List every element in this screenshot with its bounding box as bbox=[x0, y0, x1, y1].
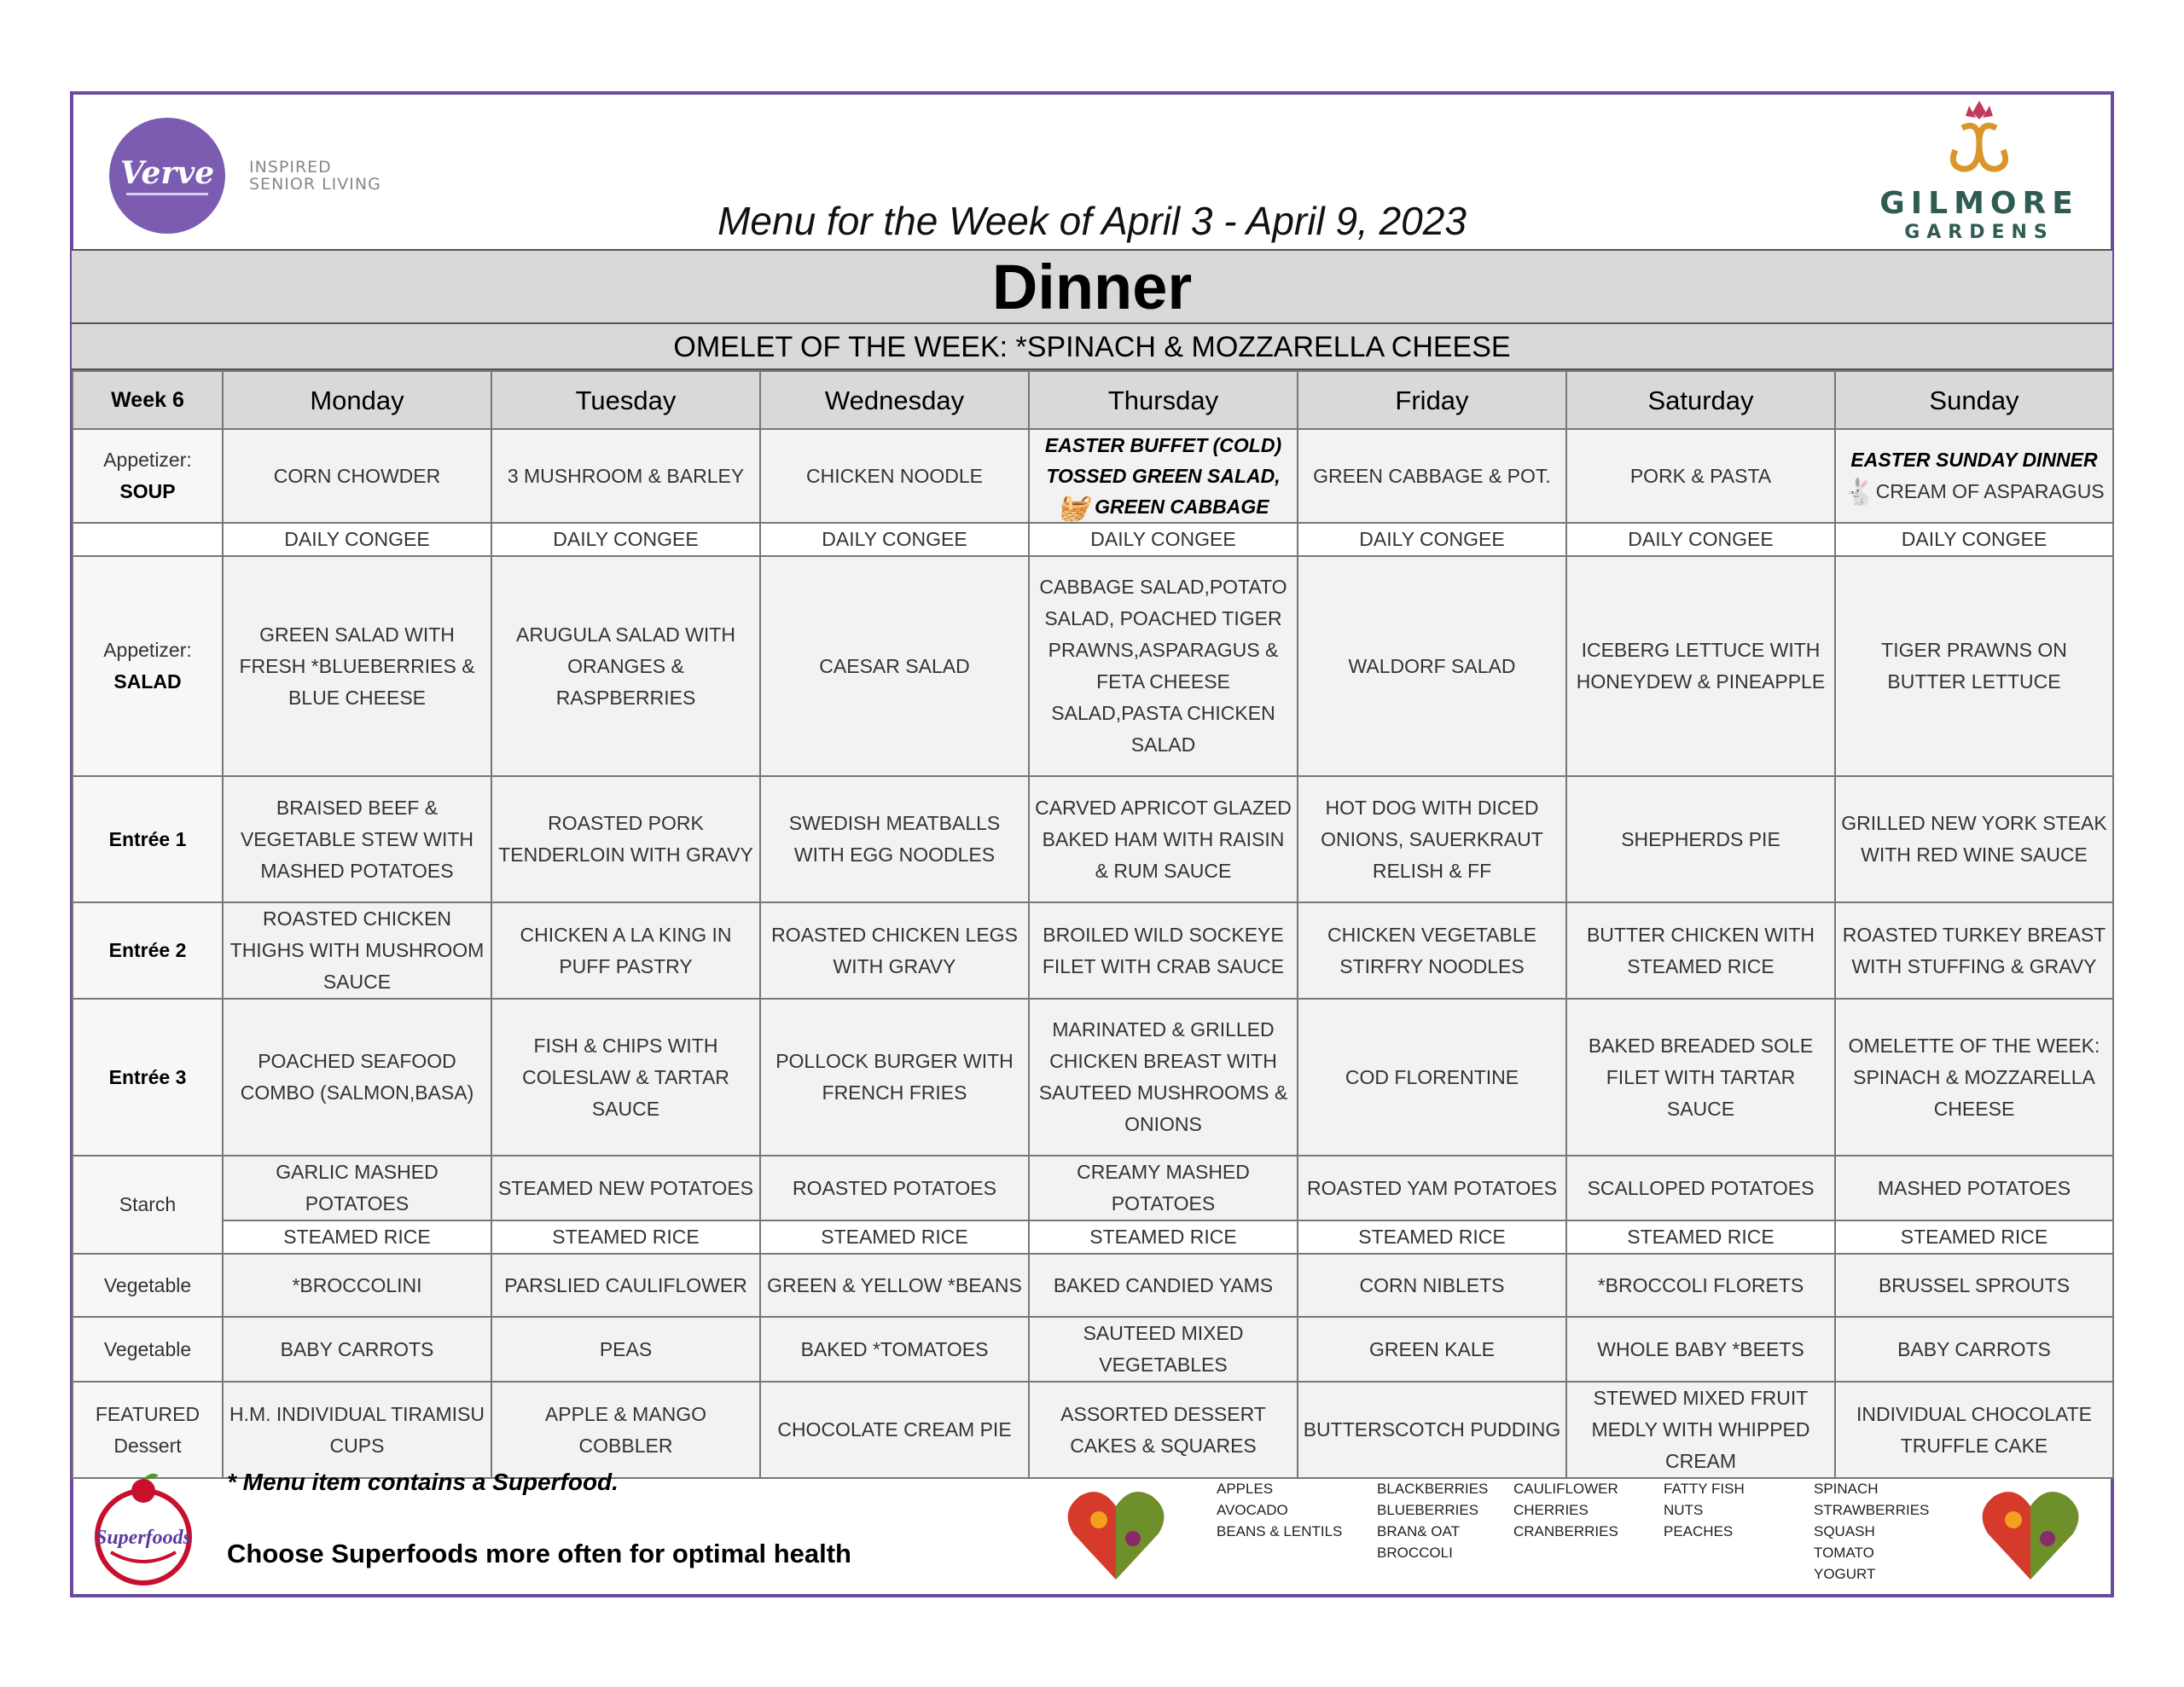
salad-row bbox=[73, 556, 2113, 776]
menu-cell: BRUSSEL SPROUTS bbox=[1835, 1254, 2113, 1317]
soup-label bbox=[73, 429, 223, 523]
menu-cell: 3 MUSHROOM & BARLEY bbox=[491, 429, 760, 523]
entree1-row bbox=[73, 776, 2113, 902]
menu-cell: DAILY CONGEE bbox=[491, 523, 760, 556]
easter-sunday-line: EASTER SUNDAY DINNER bbox=[1850, 449, 2098, 471]
menu-cell: BUTTERSCOTCH PUDDING bbox=[1298, 1382, 1566, 1478]
basket-icon: 🧺 bbox=[1057, 493, 1089, 522]
menu-cell: GREEN SALAD WITH FRESH *BLUEBERRIES & BLUE CHEESE bbox=[223, 556, 491, 776]
heart-fruit-icon bbox=[1065, 1486, 1167, 1585]
entree3-row bbox=[73, 999, 2113, 1156]
verve-tagline-2: SENIOR LIVING bbox=[249, 175, 381, 194]
superfoods-logo bbox=[85, 1470, 201, 1590]
superfood-note: * Menu item contains a Superfood. bbox=[227, 1469, 619, 1495]
menu-cell: FISH & CHIPS WITH COLESLAW & TARTAR SAUCE bbox=[491, 999, 760, 1156]
superfood-list-3 bbox=[1513, 1478, 1618, 1542]
soup-label-2: SOUP bbox=[119, 480, 176, 502]
gilmore-sub: GARDENS bbox=[1904, 222, 2054, 243]
menu-cell: CABBAGE SALAD,POTATO SALAD, POACHED TIGER PRAWNS,ASPARAGUS & FETA CHEESE SALAD,PASTA CHICKEN SALAD bbox=[1029, 556, 1298, 776]
menu-cell: *BROCCOLINI bbox=[223, 1254, 491, 1317]
day-tuesday: Tuesday bbox=[491, 371, 760, 429]
verve-logo-swoosh bbox=[126, 193, 208, 195]
menu-cell: BAKED CANDIED YAMS bbox=[1029, 1254, 1298, 1317]
menu-cell: BAKED BREADED SOLE FILET WITH TARTAR SAUCE bbox=[1566, 999, 1835, 1156]
superfood-item: BRAN& OAT bbox=[1377, 1523, 1460, 1539]
dessert-label-2: Dessert bbox=[113, 1434, 182, 1457]
heart-fruit-icon bbox=[1979, 1486, 2082, 1585]
superfood-item: FATTY FISH bbox=[1664, 1481, 1745, 1497]
superfood-item: STRAWBERRIES bbox=[1814, 1502, 1930, 1518]
menu-cell: CREAMY MASHED POTATOES bbox=[1029, 1156, 1298, 1220]
rice-row bbox=[73, 1220, 2113, 1254]
menu-cell: OMELETTE OF THE WEEK: SPINACH & MOZZARELLA CHEESE bbox=[1835, 999, 2113, 1156]
salad-label-2: SALAD bbox=[113, 670, 182, 693]
superfood-item: PEACHES bbox=[1664, 1523, 1734, 1539]
menu-cell: ROASTED PORK TENDERLOIN WITH GRAVY bbox=[491, 776, 760, 902]
menu-cell: STEAMED RICE bbox=[223, 1220, 491, 1254]
vegetable2-label: Vegetable bbox=[73, 1317, 223, 1382]
menu-cell: MASHED POTATOES bbox=[1835, 1156, 2113, 1220]
menu-cell: STEAMED RICE bbox=[1029, 1220, 1298, 1254]
menu-cell: STEAMED NEW POTATOES bbox=[491, 1156, 760, 1220]
menu-cell: BUTTER CHICKEN WITH STEAMED RICE bbox=[1566, 902, 1835, 999]
menu-cell: POLLOCK BURGER WITH FRENCH FRIES bbox=[760, 999, 1029, 1156]
menu-cell: SWEDISH MEATBALLS WITH EGG NOODLES bbox=[760, 776, 1029, 902]
svg-text:Superfoods: Superfoods bbox=[95, 1527, 192, 1549]
superfood-item: BROCCOLI bbox=[1377, 1545, 1453, 1561]
menu-cell: STEAMED RICE bbox=[1835, 1220, 2113, 1254]
menu-cell: APPLE & MANGO COBBLER bbox=[491, 1382, 760, 1478]
menu-cell: PORK & PASTA bbox=[1566, 429, 1835, 523]
menu-cell: CARVED APRICOT GLAZED BAKED HAM WITH RAISIN & RUM SAUCE bbox=[1029, 776, 1298, 902]
menu-cell: STEAMED RICE bbox=[1566, 1220, 1835, 1254]
verve-tagline bbox=[249, 159, 381, 193]
menu-cell: ROASTED CHICKEN LEGS WITH GRAVY bbox=[760, 902, 1029, 999]
menu-cell: GREEN CABBAGE & POT. bbox=[1298, 429, 1566, 523]
menu-cell: H.M. INDIVIDUAL TIRAMISU CUPS bbox=[223, 1382, 491, 1478]
entree3-label: Entrée 3 bbox=[73, 999, 223, 1156]
bunny-icon: 🐇 bbox=[1844, 478, 1876, 507]
menu-table bbox=[72, 370, 2114, 1479]
superfood-item: CHERRIES bbox=[1513, 1502, 1589, 1518]
menu-cell: CORN CHOWDER bbox=[223, 429, 491, 523]
easter-buffet-line: EASTER BUFFET (COLD) bbox=[1044, 434, 1282, 456]
superfood-list-1 bbox=[1217, 1478, 1342, 1542]
menu-cell: BRAISED BEEF & VEGETABLE STEW WITH MASHED POTATOES bbox=[223, 776, 491, 902]
day-friday: Friday bbox=[1298, 371, 1566, 429]
superfood-item: CAULIFLOWER bbox=[1513, 1481, 1618, 1497]
superfood-item: AVOCADO bbox=[1217, 1502, 1288, 1518]
menu-cell: GRILLED NEW YORK STEAK WITH RED WINE SAUCE bbox=[1835, 776, 2113, 902]
menu-cell: STEAMED RICE bbox=[491, 1220, 760, 1254]
superfood-item: CRANBERRIES bbox=[1513, 1523, 1618, 1539]
menu-cell: ARUGULA SALAD WITH ORANGES & RASPBERRIES bbox=[491, 556, 760, 776]
menu-cell: COD FLORENTINE bbox=[1298, 999, 1566, 1156]
menu-cell: INDIVIDUAL CHOCOLATE TRUFFLE CAKE bbox=[1835, 1382, 2113, 1478]
entree2-row bbox=[73, 902, 2113, 999]
menu-cell: DAILY CONGEE bbox=[760, 523, 1029, 556]
gilmore-logo bbox=[1860, 94, 2099, 247]
day-wednesday: Wednesday bbox=[760, 371, 1029, 429]
starch-row bbox=[73, 1156, 2113, 1220]
superfood-item: BLACKBERRIES bbox=[1377, 1481, 1489, 1497]
day-header-row bbox=[73, 371, 2113, 429]
superfood-tagline: Choose Superfoods more often for optimal health bbox=[227, 1539, 851, 1568]
verve-tagline-1: INSPIRED bbox=[249, 158, 332, 177]
superfood-item: SPINACH bbox=[1814, 1481, 1879, 1497]
verve-logo-text: Verve bbox=[119, 155, 215, 191]
menu-cell: GREEN KALE bbox=[1298, 1317, 1566, 1382]
day-saturday: Saturday bbox=[1566, 371, 1835, 429]
menu-cell: ROASTED YAM POTATOES bbox=[1298, 1156, 1566, 1220]
entree1-label: Entrée 1 bbox=[73, 776, 223, 902]
menu-cell: SCALLOPED POTATOES bbox=[1566, 1156, 1835, 1220]
menu-cell: STEWED MIXED FRUIT MEDLY WITH WHIPPED CREAM bbox=[1566, 1382, 1835, 1478]
omelet-banner: OMELET OF THE WEEK: *SPINACH & MOZZARELLA CHEESE bbox=[72, 322, 2112, 370]
menu-cell: TIGER PRAWNS ON BUTTER LETTUCE bbox=[1835, 556, 2113, 776]
lotus-icon bbox=[1937, 94, 2022, 179]
menu-cell: BABY CARROTS bbox=[1835, 1317, 2113, 1382]
day-monday: Monday bbox=[223, 371, 491, 429]
superfood-item: SQUASH bbox=[1814, 1523, 1875, 1539]
menu-cell: DAILY CONGEE bbox=[1835, 523, 2113, 556]
page-title: Menu for the Week of April 3 - April 9, 2023 bbox=[717, 199, 1467, 243]
menu-cell-thursday-soup bbox=[1029, 429, 1298, 523]
menu-cell: BAKED *TOMATOES bbox=[760, 1317, 1029, 1382]
starch-label: Starch bbox=[73, 1156, 223, 1254]
vegetable2-row bbox=[73, 1317, 2113, 1382]
green-cabbage-line: 🧺 GREEN CABBAGE bbox=[1057, 493, 1269, 522]
menu-cell: ICEBERG LETTUCE WITH HONEYDEW & PINEAPPLE bbox=[1566, 556, 1835, 776]
menu-cell: DAILY CONGEE bbox=[1566, 523, 1835, 556]
superfood-item: BEANS & LENTILS bbox=[1217, 1523, 1343, 1539]
menu-cell: DAILY CONGEE bbox=[1298, 523, 1566, 556]
salad-label bbox=[73, 556, 223, 776]
menu-cell: PEAS bbox=[491, 1317, 760, 1382]
menu-cell: CHICKEN A LA KING IN PUFF PASTRY bbox=[491, 902, 760, 999]
superfood-item: YOGURT bbox=[1814, 1566, 1876, 1582]
menu-cell: GREEN & YELLOW *BEANS bbox=[760, 1254, 1029, 1317]
gilmore-name: GILMORE bbox=[1879, 186, 2079, 221]
dessert-label-1: FEATURED bbox=[95, 1402, 200, 1425]
congee-row bbox=[73, 523, 2113, 556]
menu-cell: CHICKEN NOODLE bbox=[760, 429, 1029, 523]
cream-asparagus-line: 🐇CREAM OF ASPARAGUS bbox=[1844, 478, 2105, 507]
dessert-label bbox=[73, 1382, 223, 1478]
superfood-item: APPLES bbox=[1217, 1481, 1274, 1497]
menu-cell: SHEPHERDS PIE bbox=[1566, 776, 1835, 902]
day-thursday: Thursday bbox=[1029, 371, 1298, 429]
menu-cell: CAESAR SALAD bbox=[760, 556, 1029, 776]
congee-label bbox=[73, 523, 223, 556]
menu-cell: WHOLE BABY *BEETS bbox=[1566, 1317, 1835, 1382]
superfood-list-4 bbox=[1664, 1478, 1745, 1542]
menu-cell: HOT DOG WITH DICED ONIONS, SAUERKRAUT RELISH & FF bbox=[1298, 776, 1566, 902]
menu-cell: BABY CARROTS bbox=[223, 1317, 491, 1382]
superfood-item: BLUEBERRIES bbox=[1377, 1502, 1479, 1518]
menu-cell: CORN NIBLETS bbox=[1298, 1254, 1566, 1317]
day-sunday: Sunday bbox=[1835, 371, 2113, 429]
menu-cell: PARSLIED CAULIFLOWER bbox=[491, 1254, 760, 1317]
menu-cell: ROASTED TURKEY BREAST WITH STUFFING & GRAVY bbox=[1835, 902, 2113, 999]
dessert-row bbox=[73, 1382, 2113, 1478]
menu-cell: *BROCCOLI FLORETS bbox=[1566, 1254, 1835, 1317]
menu-cell: BROILED WILD SOCKEYE FILET WITH CRAB SAUCE bbox=[1029, 902, 1298, 999]
menu-cell: ROASTED CHICKEN THIGHS WITH MUSHROOM SAUCE bbox=[223, 902, 491, 999]
superfood-item: TOMATO bbox=[1814, 1545, 1874, 1561]
soup-row bbox=[73, 429, 2113, 523]
menu-cell: WALDORF SALAD bbox=[1298, 556, 1566, 776]
menu-cell: STEAMED RICE bbox=[1298, 1220, 1566, 1254]
week-label: Week 6 bbox=[73, 371, 223, 429]
menu-cell: DAILY CONGEE bbox=[1029, 523, 1298, 556]
menu-cell: ASSORTED DESSERT CAKES & SQUARES bbox=[1029, 1382, 1298, 1478]
vegetable1-label: Vegetable bbox=[73, 1254, 223, 1317]
menu-cell-sunday-soup bbox=[1835, 429, 2113, 523]
salad-label-1: Appetizer: bbox=[103, 639, 192, 661]
menu-cell: GARLIC MASHED POTATOES bbox=[223, 1156, 491, 1220]
meal-heading: Dinner bbox=[72, 249, 2112, 322]
vegetable1-row bbox=[73, 1254, 2113, 1317]
superfood-item: NUTS bbox=[1664, 1502, 1704, 1518]
tossed-salad-line: TOSSED GREEN SALAD, bbox=[1046, 465, 1281, 487]
superfood-list-5 bbox=[1814, 1478, 1929, 1585]
menu-cell: DAILY CONGEE bbox=[223, 523, 491, 556]
menu-cell: CHICKEN VEGETABLE STIRFRY NOODLES bbox=[1298, 902, 1566, 999]
entree2-label: Entrée 2 bbox=[73, 902, 223, 999]
menu-cell: ROASTED POTATOES bbox=[760, 1156, 1029, 1220]
menu-cell: STEAMED RICE bbox=[760, 1220, 1029, 1254]
menu-cell: MARINATED & GRILLED CHICKEN BREAST WITH SAUTEED MUSHROOMS & ONIONS bbox=[1029, 999, 1298, 1156]
menu-cell: CHOCOLATE CREAM PIE bbox=[760, 1382, 1029, 1478]
menu-cell: POACHED SEAFOOD COMBO (SALMON,BASA) bbox=[223, 999, 491, 1156]
soup-label-1: Appetizer: bbox=[103, 449, 192, 471]
menu-cell: SAUTEED MIXED VEGETABLES bbox=[1029, 1317, 1298, 1382]
superfood-list-2 bbox=[1377, 1478, 1488, 1563]
